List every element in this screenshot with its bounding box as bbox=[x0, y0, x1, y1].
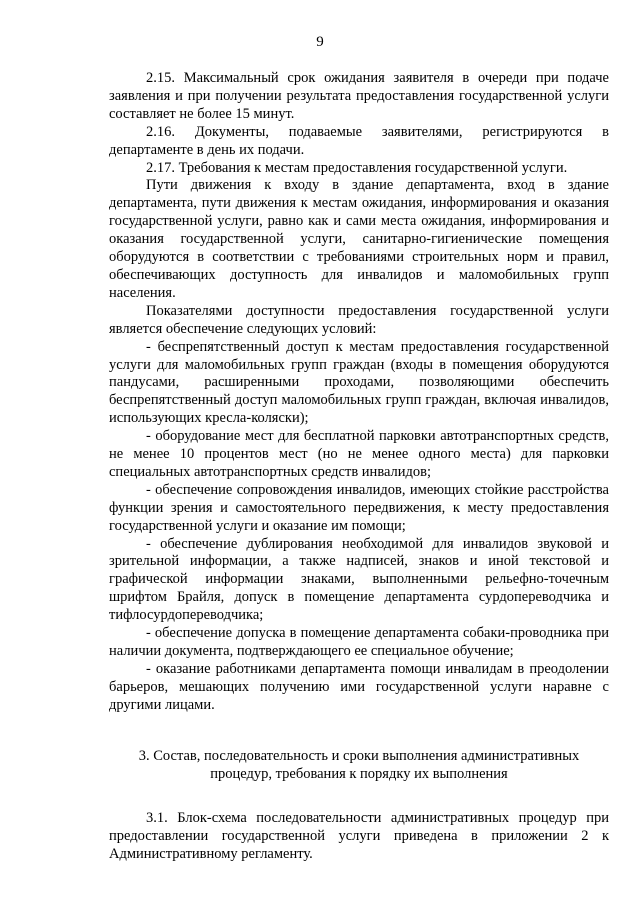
section-3-heading bbox=[109, 748, 609, 784]
paragraph-3-1: 3.1. Блок-схема последовательности административных процедур при предоставлении государственной услуги приведена в приложении 2 к Административному регламенту. bbox=[109, 810, 609, 863]
section-heading-line-1: 3. Состав, последовательность и сроки выполнения административных bbox=[138, 747, 580, 764]
list-item-duplication: - обеспечение дублирования необходимой для инвалидов звуковой и зрительной информации, а также надписей, знаков и иной текстовой и графической информации знаками, выполненными рельефно-точечным шрифтом Брайля, допуск в помещение департамента сурдопереводчика и тифлосурдопереводчика; bbox=[109, 535, 609, 624]
document-body bbox=[109, 70, 609, 864]
list-item-escort: - обеспечение сопровождения инвалидов, имеющих стойкие расстройства функции зрения и самостоятельного передвижения, к месту предоставления государственной услуги и оказание им помощи; bbox=[109, 481, 609, 534]
paragraph-2-16: 2.16. Документы, подаваемые заявителями, регистрируются в департаменте в день их подачи. bbox=[109, 123, 609, 158]
paragraph-access-paths: Пути движения к входу в здание департамента, вход в здание департамента, пути движения к местам ожидания, информирования и оказания государственной услуги, равно как и сами места ожидания, информирования и оказания государственной услуги, санитарно-гигиенические помещения оборудуются в соответствии с требованиями строительных норм и правил, обеспечивающих доступность для инвалидов и маломобильных групп населения. bbox=[109, 177, 609, 301]
list-item-staff-assistance: - оказание работниками департамента помощи инвалидам в преодолении барьеров, мешающих получению ими государственной услуги наравне с другими лицами. bbox=[109, 660, 609, 713]
list-item-guide-dog: - обеспечение допуска в помещение департамента собаки-проводника при наличии документа, подтверждающего ее специальное обучение; bbox=[109, 625, 609, 659]
paragraph-2-15: 2.15. Максимальный срок ожидания заявителя в очереди при подаче заявления и при получении результата предоставления государственной услуги составляет не более 15 минут. bbox=[109, 70, 609, 122]
list-item-unobstructed-access: - беспрепятственный доступ к местам предоставления государственной услуги для маломобильных групп граждан (входы в помещения оборудуются пандусами, расширенными проходами, позволяющими обеспечить беспрепятственный доступ маломобильных групп граждан, включая инвалидов, использующих кресла-коляски); bbox=[109, 338, 609, 427]
page-number: 9 bbox=[316, 34, 324, 50]
section-heading-line-2: процедур, требования к порядку их выполнения bbox=[210, 765, 508, 782]
paragraph-accessibility-indicators: Показателями доступности предоставления государственной услуги является обеспечение следующих условий: bbox=[109, 302, 609, 337]
list-item-parking: - оборудование мест для бесплатной парковки автотранспортных средств, не менее 10 процентов мест (но не менее одного места) для парковки специальных автотранспортных средств инвалидов; bbox=[109, 428, 609, 480]
paragraph-2-17: 2.17. Требования к местам предоставления государственной услуги. bbox=[146, 159, 568, 176]
